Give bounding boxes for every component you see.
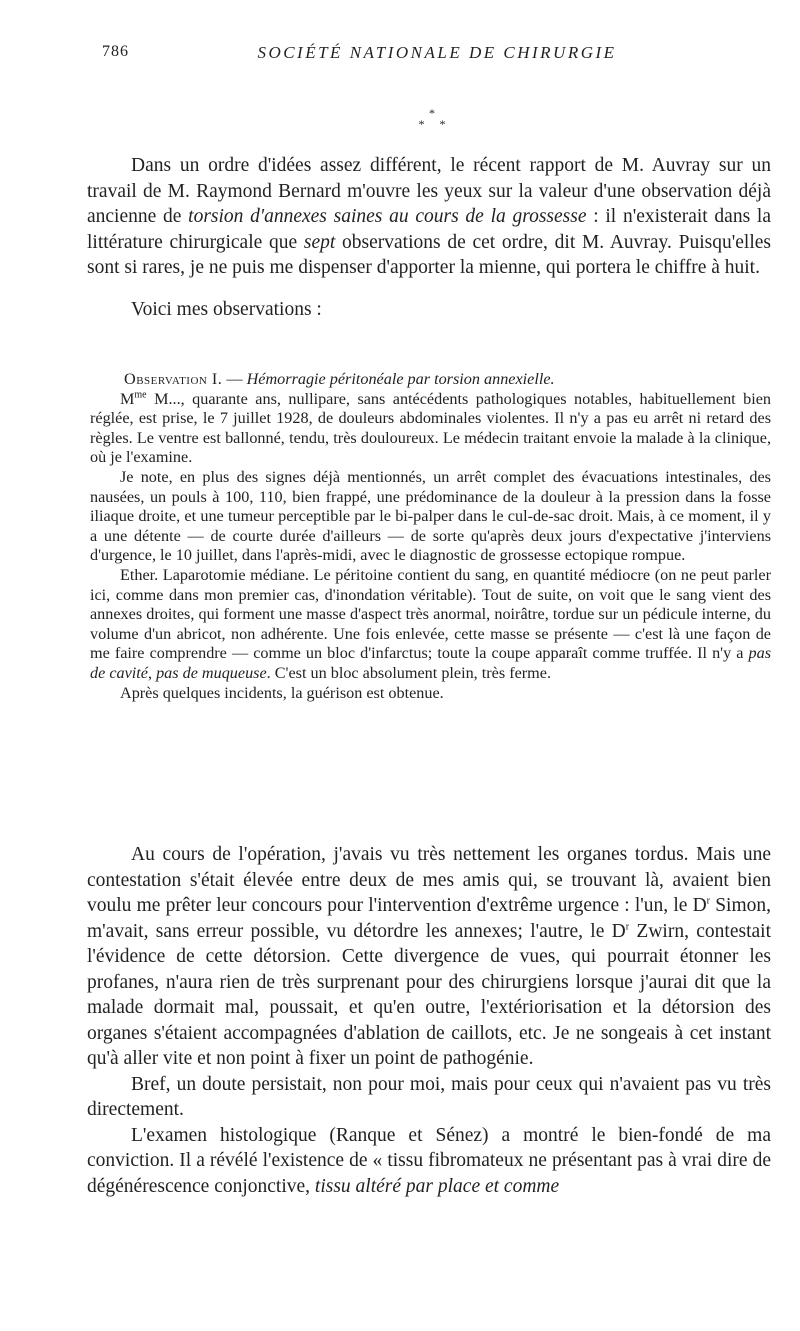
section-asterism [0, 108, 800, 130]
observation-label: Observation I. [124, 370, 223, 388]
observation-paragraph: Après quelques incidents, la guérison est obtenue. [120, 683, 444, 702]
page-number: 786 [102, 43, 129, 60]
running-title: SOCIÉTÉ NATIONALE DE CHIRURGIE [257, 43, 617, 62]
intro-paragraph: Dans un ordre d'idées assez différent, le récent rapport de M. Auvray sur un travail de M. Raymond Bernard m'ouvre les yeux sur la valeur d'une observation déjà ancienne de torsion d'annexes saines au cours de la grossesse : il n'existerait dans la littérature chirurgicale que sept observations de cet ordre, dit M. Auvray. Puisqu'elles sont si rares, je ne puis me dispenser d'apporter la mienne, qui portera le chiffre à huit. [87, 155, 771, 278]
asterism-top: * [429, 106, 435, 120]
observation-paragraph: $M^{me}$ M..., quarante ans, nullipare, sans antécédents pathologiques notables, habituellement bien réglée, est prise, le 7 juillet 1928, de douleurs abdominales violentes. Il n'y a pas eu arrêt ni retard des règles. Le ventre est ballonné, tendu, très douloureux. Le médecin traitant envoie la malade à la clinique, où je l'examine. [90, 389, 771, 467]
observation-title: Hémorragie péritonéale par torsion annexielle. [246, 370, 555, 388]
observation-heading: Observation I. — Hémorragie péritonéale par torsion annexielle. [124, 370, 555, 388]
observation-paragraph: Je note, en plus des signes déjà mentionnés, un arrêt complet des évacuations intestinales, des nausées, un pouls à 100, 110, bien frappé, une prédominance de la douleur à la pression dans la fosse iliaque droite, et une tumeur perceptible par le bi-palper dans le cul-de-sac droit. Mais, à ce moment, il y a une détente — de courte durée d'ailleurs — de sorte qu'après deux jours d'expectative j'interviens d'urgence, le 10 juillet, dans l'après-midi, avec le diagnostic de grossesse ectopique rompue. [90, 467, 771, 565]
discussion-paragraph: L'examen histologique (Ranque et Sénez) a montré le bien-fondé de ma conviction. Il a révélé l'existence de « tissu fibromateux ne présentant pas à vrai dire de dégénérescence conjonctive, tissu altéré par place et comme [87, 1124, 771, 1197]
discussion-paragraph: Au cours de l'opération, j'avais vu très nettement les organes tordus. Mais une contestation s'était élevée entre deux de mes amis qui, se trouvant là, avaient bien voulu me prêter leur concours pour l'intervention d'extrême urgence : l'un, le $D^r$ Simon, m'avait, sans erreur possible, vu détordre les annexes; l'autre, le $D^r$ Zwirn, contestait l'évidence de cette détorsion. Cette divergence de vues, qui pourrait étonner les profanes, n'aura rien de très surprenant pour des chirurgiens lorsque j'aurai dit que la malade dormait mal, poussait, et qu'en outre, l'extériorisation et la détorsion des organes s'étaient accompagnées d'ablation de caillots, etc. Je ne songeais à cet instant qu'à aller vite et non point à fixer un point de pathogénie. [87, 844, 771, 1069]
intro-lead-in: Voici mes observations : [131, 298, 322, 320]
intro-section [87, 153, 771, 322]
page-header [102, 43, 772, 69]
discussion-paragraph: Bref, un doute persistait, non pour moi, mais pour ceux qui n'avaient pas vu très directement. [87, 1073, 771, 1120]
discussion-section [87, 842, 771, 1199]
italic-word: sept [303, 231, 336, 253]
asterism-bottom: * * [418, 117, 452, 131]
italic-phrase: torsion d'annexes saines au cours de la grossesse [188, 206, 587, 227]
observation-paragraph: Ether. Laparotomie médiane. Le péritoine contient du sang, en quantité médiocre (on ne peut parler ici, comme dans mon premier cas, d'inondation véritable). Tout de suite, on voit que le sang vient des annexes droites, qui forment une masse d'aspect très anormal, noirâtre, tordue sur un pédicule interne, du volume d'un abricot, non adhérente. Une fois enlevée, cette masse se présente — c'est là une façon de me faire comprendre — comme un bloc d'infarctus; toute la coupe apparaît comme truffée. Il n'y a pas de cavité, pas de muqueuse. C'est un bloc absolument plein, très ferme. [90, 565, 771, 682]
observation-section [90, 370, 771, 703]
